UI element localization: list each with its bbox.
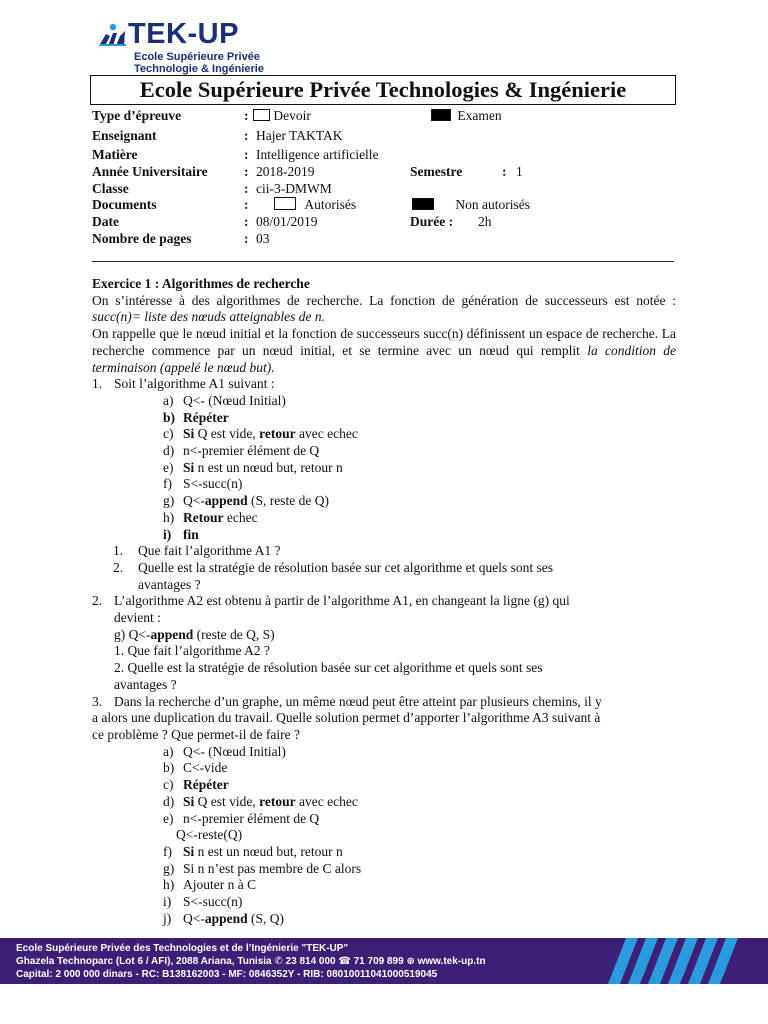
code-text: Q<-: [183, 493, 205, 509]
logo-tagline-1: Ecole Supérieure Privée: [134, 51, 260, 63]
code-keyword: Répéter: [183, 409, 229, 425]
code-text: Q<-reste(Q): [176, 827, 243, 843]
colon: :: [244, 214, 249, 229]
code-text: Q<- (Nœud Initial): [183, 392, 286, 408]
classe-value: cii-3-DMWM: [256, 181, 332, 196]
autorises-checkbox: [274, 197, 296, 210]
subquestion-text: Quelle est la stratégie de résolution basée sur cet algorithme et quels sont ses: [138, 559, 553, 575]
algorithm-line-cont: [92, 827, 676, 844]
algorithm-a3: [92, 744, 676, 928]
matiere-value: Intelligence artificielle: [256, 147, 379, 162]
logo-tagline-2: Technologie & Ingénierie: [134, 63, 264, 75]
question-1: [92, 376, 676, 393]
algorithm-line: [92, 527, 676, 544]
school-title: Ecole Supérieure Privée Technologies & Ingénierie: [90, 75, 676, 105]
code-keyword: retour: [259, 426, 296, 442]
code-text: echec: [223, 509, 258, 525]
duree-value: 2h: [478, 214, 492, 229]
code-text: S<-succ(n): [183, 476, 243, 492]
colon: :: [244, 231, 249, 246]
algorithm-a1: [92, 393, 676, 543]
code-text: S<-succ(n): [183, 894, 243, 910]
algorithm-line: [92, 844, 676, 861]
subquestion-2-2: 2. Quelle est la stratégie de résolution basée sur cet algorithme et quels sont ses: [114, 660, 543, 676]
colon: :: [502, 164, 507, 179]
algorithm-line: [92, 794, 676, 811]
code-text: Q<- (Nœud Initial): [183, 743, 286, 759]
colon: :: [244, 181, 249, 196]
question-text-cont: ce problème ? Que permet-il de faire ?: [92, 726, 301, 742]
semestre-label: Semestre: [410, 164, 463, 179]
code-text: n est un nœud but, retour n: [194, 843, 343, 859]
algorithm-line: [92, 861, 676, 878]
subquestion-2-1: 1. Que fait l’algorithme A2 ?: [114, 643, 270, 659]
code-keyword: append: [204, 910, 248, 926]
code-text: C<-vide: [183, 760, 228, 776]
type-label: Type d’épreuve: [92, 108, 182, 123]
semestre-value: 1: [516, 164, 523, 179]
line-marker: d): [163, 443, 175, 459]
algorithm-line: [92, 894, 676, 911]
line-marker: b): [163, 409, 176, 425]
algorithm-line: [92, 476, 676, 493]
intro-text: On rappelle que le nœud initial et la fonction de successeurs succ(n) définissent un espace de recherche. La recherche commence par un nœud initial, et se termine avec un nœud qui remplit: [92, 326, 676, 358]
code-keyword: Si: [183, 793, 195, 809]
enseignant-value: Hajer TAKTAK: [256, 128, 343, 143]
pages-value: 03: [256, 231, 270, 246]
line-marker: h): [163, 877, 175, 893]
logo-mark-icon: [96, 22, 130, 48]
line-marker: g): [163, 860, 175, 876]
question-text: Dans la recherche d’un graphe, un même nœud peut être atteint par plusieurs chemins, il y: [114, 693, 602, 709]
line-marker: h): [163, 509, 175, 525]
autorises-label: Autorisés: [304, 197, 357, 212]
info-row-documents: [92, 196, 652, 213]
line-marker: e): [163, 810, 174, 826]
line-marker: c): [163, 426, 174, 442]
line-marker: e): [163, 459, 174, 475]
code-text: Q est vide,: [194, 426, 260, 442]
colon: :: [244, 147, 249, 162]
code-text: (S, reste de Q): [247, 493, 329, 509]
code-keyword: Si: [183, 459, 195, 475]
algorithm-line: [92, 811, 676, 828]
intro-text: On s’intéresse à des algorithmes de recherche. La fonction de génération de successeurs est notée :: [92, 292, 676, 308]
line-marker: j): [163, 910, 172, 926]
duree-label: Durée :: [410, 214, 454, 229]
algorithm-line: [92, 460, 676, 477]
subquestion-number: 2.: [113, 559, 124, 575]
code-keyword: retour: [259, 793, 296, 809]
code-text: Si n n’est pas membre de C alors: [183, 860, 362, 876]
code-keyword: Répéter: [183, 777, 229, 793]
question-3: [92, 694, 676, 711]
annee-label: Année Universitaire: [92, 164, 208, 179]
algorithm-line: [92, 877, 676, 894]
info-row-date: [92, 213, 592, 230]
pages-label: Nombre de pages: [92, 231, 192, 246]
code-keyword: append: [204, 493, 248, 509]
algorithm-line: [92, 777, 676, 794]
classe-label: Classe: [92, 181, 129, 196]
algorithm-line: [92, 911, 676, 928]
code-keyword: append: [150, 626, 194, 642]
code-keyword: Retour: [183, 509, 224, 525]
algorithm-line: [92, 393, 676, 410]
question-text-cont: a alors une duplication du travail. Quelle solution permet d’apporter l’algorithme A3 suivant à: [92, 710, 601, 726]
examen-checkbox: [431, 109, 451, 121]
question-text: Soit l’algorithme A1 suivant :: [114, 376, 275, 392]
footer-school-name: Ecole Supérieure Privée des Technologies et de l’Ingénierie "TEK-UP": [16, 943, 349, 954]
exercise-section: [92, 276, 676, 927]
question-number: 1.: [92, 376, 103, 392]
code-keyword: Si: [183, 426, 195, 442]
subquestion-2-2-cont: avantages ?: [114, 676, 177, 692]
algorithm-line: [92, 493, 676, 510]
code-text: (S, Q): [247, 910, 285, 926]
code-text: Ajouter n à C: [183, 877, 257, 893]
tekup-logo: [96, 18, 276, 78]
non-autorises-label: Non autorisés: [455, 197, 530, 212]
code-text: n est un nœud but, retour n: [194, 459, 343, 475]
question-number: 3.: [92, 693, 103, 709]
examen-label: Examen: [457, 108, 502, 123]
colon: :: [244, 108, 249, 123]
separator-line: [92, 261, 674, 262]
code-text: avec echec: [295, 793, 358, 809]
info-row-type: [92, 107, 682, 124]
question-2: [92, 593, 676, 610]
code-text: Q<-: [183, 910, 205, 926]
devoir-label: Devoir: [273, 108, 311, 123]
algorithm-line: [92, 426, 676, 443]
line-marker: i): [163, 526, 172, 542]
code-keyword: Si: [183, 843, 195, 859]
line-marker: f): [163, 476, 172, 492]
intro-paragraph-2: [92, 326, 676, 376]
question-1-subquestions: [92, 543, 676, 593]
colon: :: [244, 128, 249, 143]
line-marker: c): [163, 777, 174, 793]
enseignant-label: Enseignant: [92, 128, 157, 143]
subquestion-text-cont: avantages ?: [138, 576, 201, 592]
code-text: (reste de Q, S): [193, 626, 275, 642]
question-text-cont: devient :: [114, 610, 161, 626]
code-text: Q est vide,: [194, 793, 260, 809]
subquestion-number: 1.: [113, 543, 124, 559]
question-number: 2.: [92, 593, 103, 609]
code-text: n<-premier élément de Q: [183, 810, 320, 826]
line-marker: d): [163, 793, 175, 809]
colon: :: [244, 197, 249, 212]
intro-italic: succ(n)= liste des nœuds atteignables de n.: [92, 309, 325, 325]
date-label: Date: [92, 214, 119, 229]
code-text: avec echec: [295, 426, 358, 442]
line-marker: a): [163, 392, 174, 408]
exercise-title: Exercice 1 : Algorithmes de recherche: [92, 276, 310, 291]
code-text: n<-premier élément de Q: [183, 443, 320, 459]
subquestion: [92, 543, 676, 560]
info-row-annee: [92, 163, 592, 180]
colon: :: [244, 164, 249, 179]
date-value: 08/01/2019: [256, 214, 318, 229]
subquestion-text: Que fait l’algorithme A1 ?: [138, 543, 281, 559]
algorithm-line: [92, 443, 676, 460]
intro-italic: la condition de terminaison (appelé le nœud but).: [92, 342, 676, 375]
devoir-checkbox: [253, 109, 270, 121]
question-text: L’algorithme A2 est obtenu à partir de l’algorithme A1, en changeant la ligne (g) qui: [114, 593, 570, 609]
page-footer: [0, 938, 768, 984]
code-keyword: fin: [183, 526, 199, 542]
line-marker: b): [163, 760, 175, 776]
intro-paragraph-1: [92, 293, 676, 326]
line-marker: a): [163, 743, 174, 759]
algorithm-line: [92, 410, 676, 427]
algorithm-line: [92, 510, 676, 527]
subquestion: [92, 560, 676, 577]
code-text: g) Q<-: [114, 626, 151, 642]
line-marker: g): [163, 493, 175, 509]
footer-contact: Ghazela Technoparc (Lot 6 / AFI), 2088 Ariana, Tunisia ✆ 23 814 000 ☎ 71 709 899 ⊕ www.tek-up.tn: [16, 956, 486, 967]
algorithm-line: [92, 744, 676, 761]
algorithm-line: [92, 760, 676, 777]
footer-stripes-decoration: [598, 938, 748, 984]
matiere-label: Matière: [92, 147, 138, 162]
line-marker: i): [163, 894, 172, 910]
logo-wordmark: TEK-UP: [128, 18, 239, 50]
line-marker: f): [163, 843, 172, 859]
non-autorises-checkbox: [412, 198, 434, 210]
annee-value: 2018-2019: [256, 164, 315, 179]
documents-label: Documents: [92, 197, 157, 212]
algorithm-a2-line-g: [92, 627, 676, 644]
footer-legal: Capital: 2 000 000 dinars - RC: B138162003 - MF: 0846352Y - RIB: 08010011041000519045: [16, 969, 438, 980]
